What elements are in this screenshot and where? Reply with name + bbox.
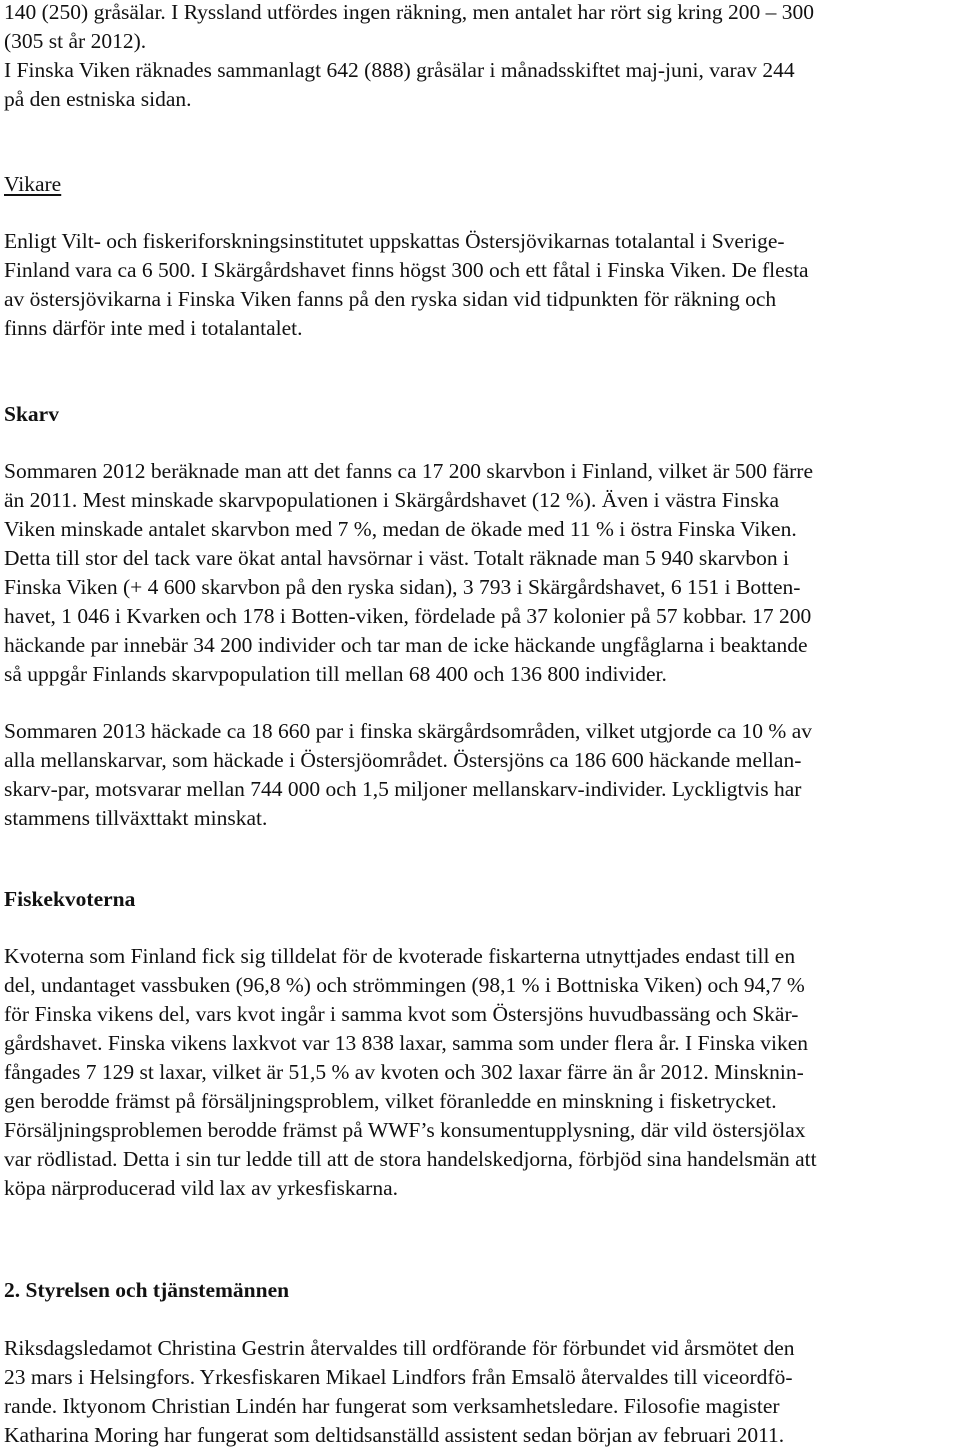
- text-line: Detta till stor del tack vare ökat antal havsörnar i väst. Totalt räknade man 5 940 skarvbon i: [4, 546, 790, 570]
- skarv-paragraph-1: [4, 457, 956, 689]
- text-line: på den estniska sidan.: [4, 87, 192, 111]
- text-line: gen berodde främst på försäljningsproblem, vilket föranledde en minskning i fisketrycket.: [4, 1089, 777, 1113]
- text-line: rande. Iktyonom Christian Lindén har fungerat som verksamhetsledare. Filosofie magister: [4, 1394, 780, 1418]
- text-line: stammens tillväxttakt minskat.: [4, 806, 268, 830]
- text-line: Kvoterna som Finland fick sig tilldelat för de kvoterade fiskarterna utnyttjades endast till en: [4, 944, 796, 968]
- text-line: finns därför inte med i totalantalet.: [4, 316, 303, 340]
- section-heading: 2. Styrelsen och tjänstemännen: [4, 1278, 290, 1302]
- text-line: Sommaren 2012 beräknade man att det fanns ca 17 200 skarvbon i Finland, vilket är 500 färre: [4, 459, 814, 483]
- section-heading: Fiskekvoterna: [4, 887, 136, 911]
- section-styrelsen: [4, 1276, 956, 1305]
- text-line: Finska Viken (+ 4 600 skarvbon på den ryska sidan), 3 793 i Skärgårdshavet, 6 151 i Botten-: [4, 575, 801, 599]
- section-fiskekvoterna: [4, 885, 956, 914]
- styrelsen-paragraph: [4, 1334, 956, 1450]
- text-line: Finland vara ca 6 500. I Skärgårdshavet finns högst 300 och ett fåtal i Finska Viken. De flesta: [4, 258, 809, 282]
- text-line: Försäljningsproblemen berodde främst på WWF’s konsumentupplysning, där vild östersjölax: [4, 1118, 806, 1142]
- text-line: fångades 7 129 st laxar, vilket är 51,5 % av kvoten och 302 laxar färre än år 2012. Minsknin-: [4, 1060, 804, 1084]
- skarv-paragraph-2: [4, 717, 956, 833]
- text-line: så uppgår Finlands skarvpopulation till mellan 68 400 och 136 800 individer.: [4, 662, 667, 686]
- text-line: häckande par innebär 34 200 individer och tar man de icke häckande ungfåglarna i beaktande: [4, 633, 808, 657]
- text-line: (305 st år 2012).: [4, 29, 147, 53]
- text-line: skarv-par, motsvarar mellan 744 000 och 1,5 miljoner mellanskarv-individer. Lyckligtvis har: [4, 777, 802, 801]
- intro-paragraph: [4, 0, 956, 114]
- text-line: havet, 1 046 i Kvarken och 178 i Botten-viken, fördelade på 37 kolonier på 57 kobbar. 17 200: [4, 604, 812, 628]
- text-line: gårdshavet. Finska vikens laxkvot var 13 838 laxar, samma som under flera år. I Finska viken: [4, 1031, 809, 1055]
- section-heading: Skarv: [4, 402, 59, 426]
- text-line: 140 (250) gråsälar. I Ryssland utfördes ingen räkning, men antalet har rört sig kring 200 – 300: [4, 0, 814, 24]
- text-line: än 2011. Mest minskade skarvpopulationen i Skärgårdshavet (12 %). Även i västra Finska: [4, 488, 780, 512]
- text-line: alla mellanskarvar, som häckade i Östersjöområdet. Östersjöns ca 186 600 häckande mellan-: [4, 748, 802, 772]
- vikare-paragraph: [4, 227, 956, 343]
- text-line: Viken minskade antalet skarvbon med 7 %, medan de ökade med 11 % i östra Finska Viken.: [4, 517, 797, 541]
- text-line: för Finska vikens del, vars kvot ingår i samma kvot som Östersjöns huvudbassäng och Skär-: [4, 1002, 799, 1026]
- text-line: köpa närproducerad vild lax av yrkesfiskarna.: [4, 1176, 399, 1200]
- text-line: Enligt Vilt- och fiskeriforskningsinstitutet uppskattas Östersjövikarnas totalantal i Sverige-: [4, 229, 785, 253]
- section-vikare: [4, 170, 956, 199]
- text-line: I Finska Viken räknades sammanlagt 642 (888) gråsälar i månadsskiftet maj-juni, varav 244: [4, 58, 795, 82]
- text-line: av östersjövikarna i Finska Viken fanns på den ryska sidan vid tidpunkten för räkning och: [4, 287, 777, 311]
- text-line: del, undantaget vassbuken (96,8 %) och strömmingen (98,1 % i Bottniska Viken) och 94,7 %: [4, 973, 805, 997]
- text-line: Katharina Moring har fungerat som deltidsanställd assistent sedan början av februari 2011.: [4, 1423, 785, 1447]
- text-line: var rödlistad. Detta i sin tur ledde till att de stora handelskedjorna, förbjöd sina handelsmän att: [4, 1147, 817, 1171]
- fiskekvoterna-paragraph: [4, 942, 956, 1203]
- section-heading: Vikare: [4, 172, 62, 196]
- text-line: Riksdagsledamot Christina Gestrin återvaldes till ordförande för förbundet vid årsmötet den: [4, 1336, 795, 1360]
- text-line: 23 mars i Helsingfors. Yrkesfiskaren Mikael Lindfors från Emsalö återvaldes till viceordfö-: [4, 1365, 793, 1389]
- section-skarv: [4, 400, 956, 429]
- text-line: Sommaren 2013 häckade ca 18 660 par i finska skärgårdsområden, vilket utgjorde ca 10 % av: [4, 719, 812, 743]
